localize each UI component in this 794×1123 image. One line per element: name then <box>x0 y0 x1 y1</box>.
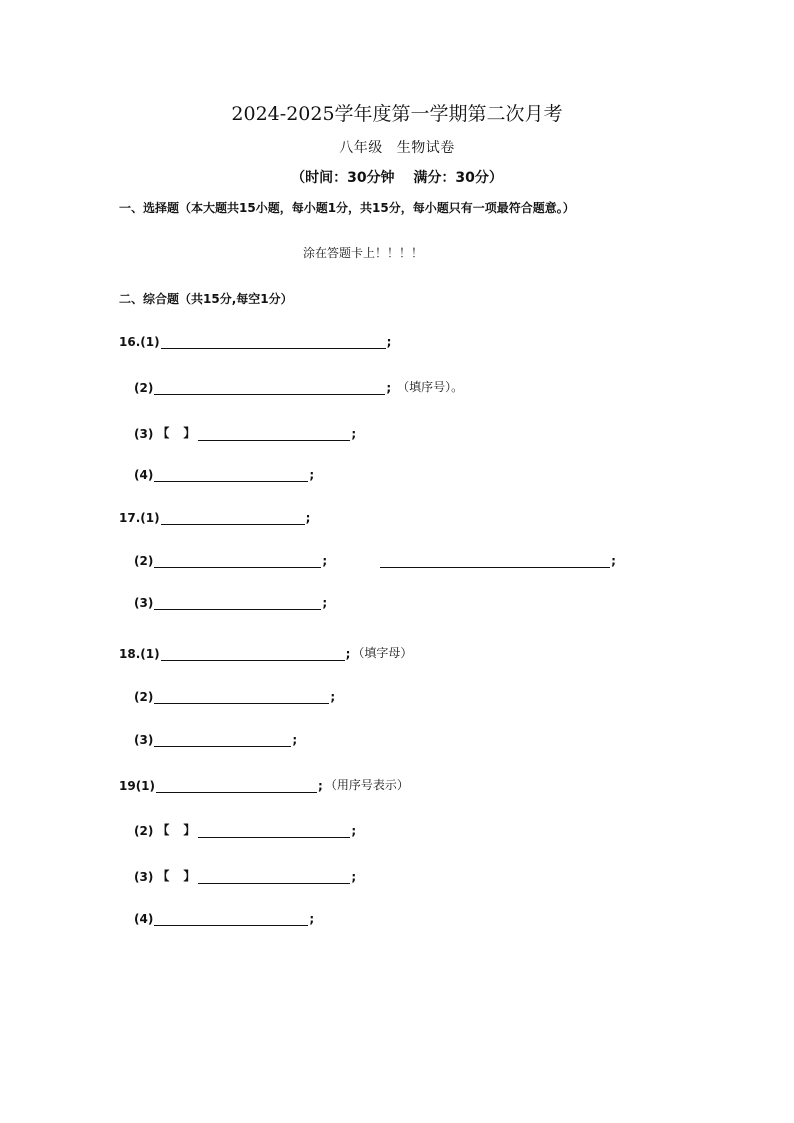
semicolon: ; <box>611 554 616 568</box>
exam-title: 2024-2025学年度第一学期第二次月考 <box>231 103 563 125</box>
bracket-open: 【 <box>157 426 170 440</box>
q16-part1-label: 16.(1) <box>119 335 160 349</box>
q18-part1-note: （填字母） <box>352 646 413 660</box>
semicolon: ; <box>309 468 315 482</box>
grade-label: 八年级 <box>339 140 383 156</box>
q19-part3-row <box>134 867 356 884</box>
q19-part3-label: (3) <box>134 870 154 884</box>
q19-part1-label: 19(1) <box>119 779 156 793</box>
semicolon: ; <box>292 733 298 747</box>
semicolon: ; <box>345 647 351 661</box>
q19-part1-row <box>119 776 409 793</box>
q17-part3-label: (3) <box>134 596 154 610</box>
q18-part2-blank[interactable] <box>154 691 329 704</box>
subject-label: 生物试卷 <box>396 140 455 156</box>
q16-part2-row <box>134 378 463 395</box>
q16-part4-row <box>134 468 314 482</box>
q19-part2-blank[interactable] <box>198 825 350 838</box>
q16-part3-row <box>134 424 356 441</box>
semicolon: ; <box>309 912 315 926</box>
semicolon: ; <box>351 824 357 838</box>
q19-part2-label: (2) <box>134 824 154 838</box>
q18-part1-blank[interactable] <box>161 648 345 661</box>
q19-part4-row <box>134 912 314 926</box>
q18-part2-label: (2) <box>134 690 154 704</box>
section1-note: 涂在答题卡上！！！！ <box>303 246 424 260</box>
q17-part3-blank[interactable] <box>154 597 321 610</box>
q17-part2-row <box>134 554 616 568</box>
q18-part3-label: (3) <box>134 733 154 747</box>
q16-part2-blank[interactable] <box>154 382 385 395</box>
q17-part3-row <box>134 596 327 610</box>
q16-part2-label: (2) <box>134 381 154 395</box>
semicolon: ; <box>318 779 323 793</box>
q16-part3-label: (3) <box>134 427 154 441</box>
q17-part2-blank-b[interactable] <box>380 555 610 568</box>
q19-part4-blank[interactable] <box>154 913 308 926</box>
q19-part1-blank[interactable] <box>156 780 317 793</box>
q16-part1-row <box>119 335 391 349</box>
q16-part1-blank[interactable] <box>161 336 386 349</box>
semicolon: ; <box>322 554 328 568</box>
bracket-close: 】 <box>183 869 196 883</box>
exam-info: （时间：30分钟 满分：30分） <box>291 170 503 186</box>
q18-part3-blank[interactable] <box>154 734 291 747</box>
semicolon: ; <box>305 511 311 525</box>
semicolon: ; <box>386 335 392 349</box>
q17-part1-blank[interactable] <box>161 512 305 525</box>
q17-part2-blank-a[interactable] <box>154 555 321 568</box>
q19-part2-row <box>134 821 356 838</box>
q18-part1-label: 18.(1) <box>119 647 160 661</box>
semicolon: ; <box>386 381 392 395</box>
q16-part4-blank[interactable] <box>154 469 308 482</box>
q18-part2-row <box>134 690 335 704</box>
semicolon: ; <box>322 596 328 610</box>
section2-heading: 二、综合题（共15分,每空1分） <box>119 292 293 306</box>
q19-part3-blank[interactable] <box>198 871 350 884</box>
q19-part1-note: （用序号表示） <box>324 778 409 792</box>
exam-subtitle <box>0 137 794 157</box>
bracket-open: 【 <box>157 869 170 883</box>
section1-heading: 一、选择题（本大题共15小题，每小题1分，共15分，每小题只有一项最符合题意。） <box>119 201 575 215</box>
bracket-open: 【 <box>157 823 170 837</box>
semicolon: ; <box>351 870 357 884</box>
q16-part3-blank[interactable] <box>198 428 350 441</box>
bracket-close: 】 <box>183 823 196 837</box>
semicolon: ; <box>330 690 336 704</box>
q16-part4-label: (4) <box>134 468 154 482</box>
q16-part2-note: （填序号）。 <box>397 380 464 394</box>
semicolon: ; <box>351 427 357 441</box>
q18-part1-row <box>119 644 412 661</box>
q19-part4-label: (4) <box>134 912 154 926</box>
q17-part1-label: 17.(1) <box>119 511 160 525</box>
q17-part1-row <box>119 511 310 525</box>
bracket-close: 】 <box>183 426 196 440</box>
q17-part2-label: (2) <box>134 554 154 568</box>
q18-part3-row <box>134 733 297 747</box>
